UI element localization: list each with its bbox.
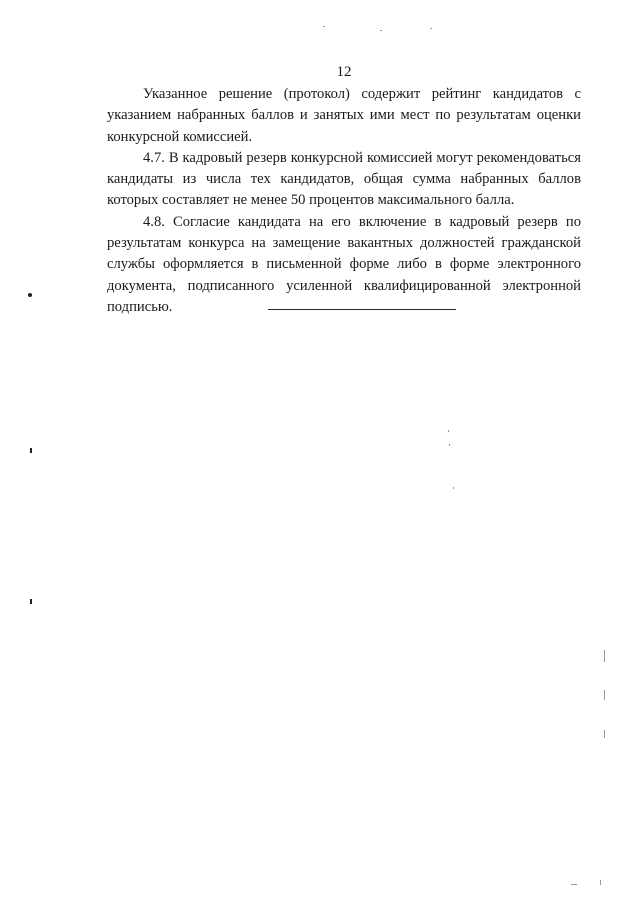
page-number: 12	[336, 64, 352, 80]
binder-mark-top	[28, 293, 32, 297]
scan-speck	[449, 444, 450, 446]
paragraph-rating-decision: Указанное решение (протокол) содержит рейтинг кандидатов с указанием набранных баллов и занятых ими мест по результатам оценки конкурсной комиссией.	[107, 86, 581, 145]
scan-speck	[604, 650, 605, 662]
binder-mark-middle	[30, 448, 32, 453]
binder-mark-bottom	[30, 599, 32, 604]
scan-speck	[323, 26, 325, 27]
scan-speck	[571, 884, 577, 885]
scan-speck	[380, 30, 382, 31]
scan-speck	[604, 730, 605, 738]
paragraph-4-8-candidate-consent: 4.8. Согласие кандидата на его включение в кадровый резерв по результатам конкурса на замещение вакантных должностей гражданской службы оформляется в письменной форме либо в форме электронного документа, подписанного усиленной квалифицированной электронной подписью.	[107, 213, 581, 315]
scan-speck	[600, 880, 601, 885]
scan-speck	[448, 430, 449, 432]
body-text	[107, 84, 581, 318]
scan-speck	[430, 28, 432, 29]
scan-speck	[453, 487, 454, 489]
scan-speck	[604, 690, 605, 700]
paragraph-4-7-reserve-recommendation: 4.7. В кадровый резерв конкурсной комиссией могут рекомендоваться кандидаты из числа тех кандидатов, общая сумма набранных баллов которых составляет не менее 50 процентов максимального балла.	[107, 149, 581, 209]
end-separator-line	[268, 309, 456, 310]
